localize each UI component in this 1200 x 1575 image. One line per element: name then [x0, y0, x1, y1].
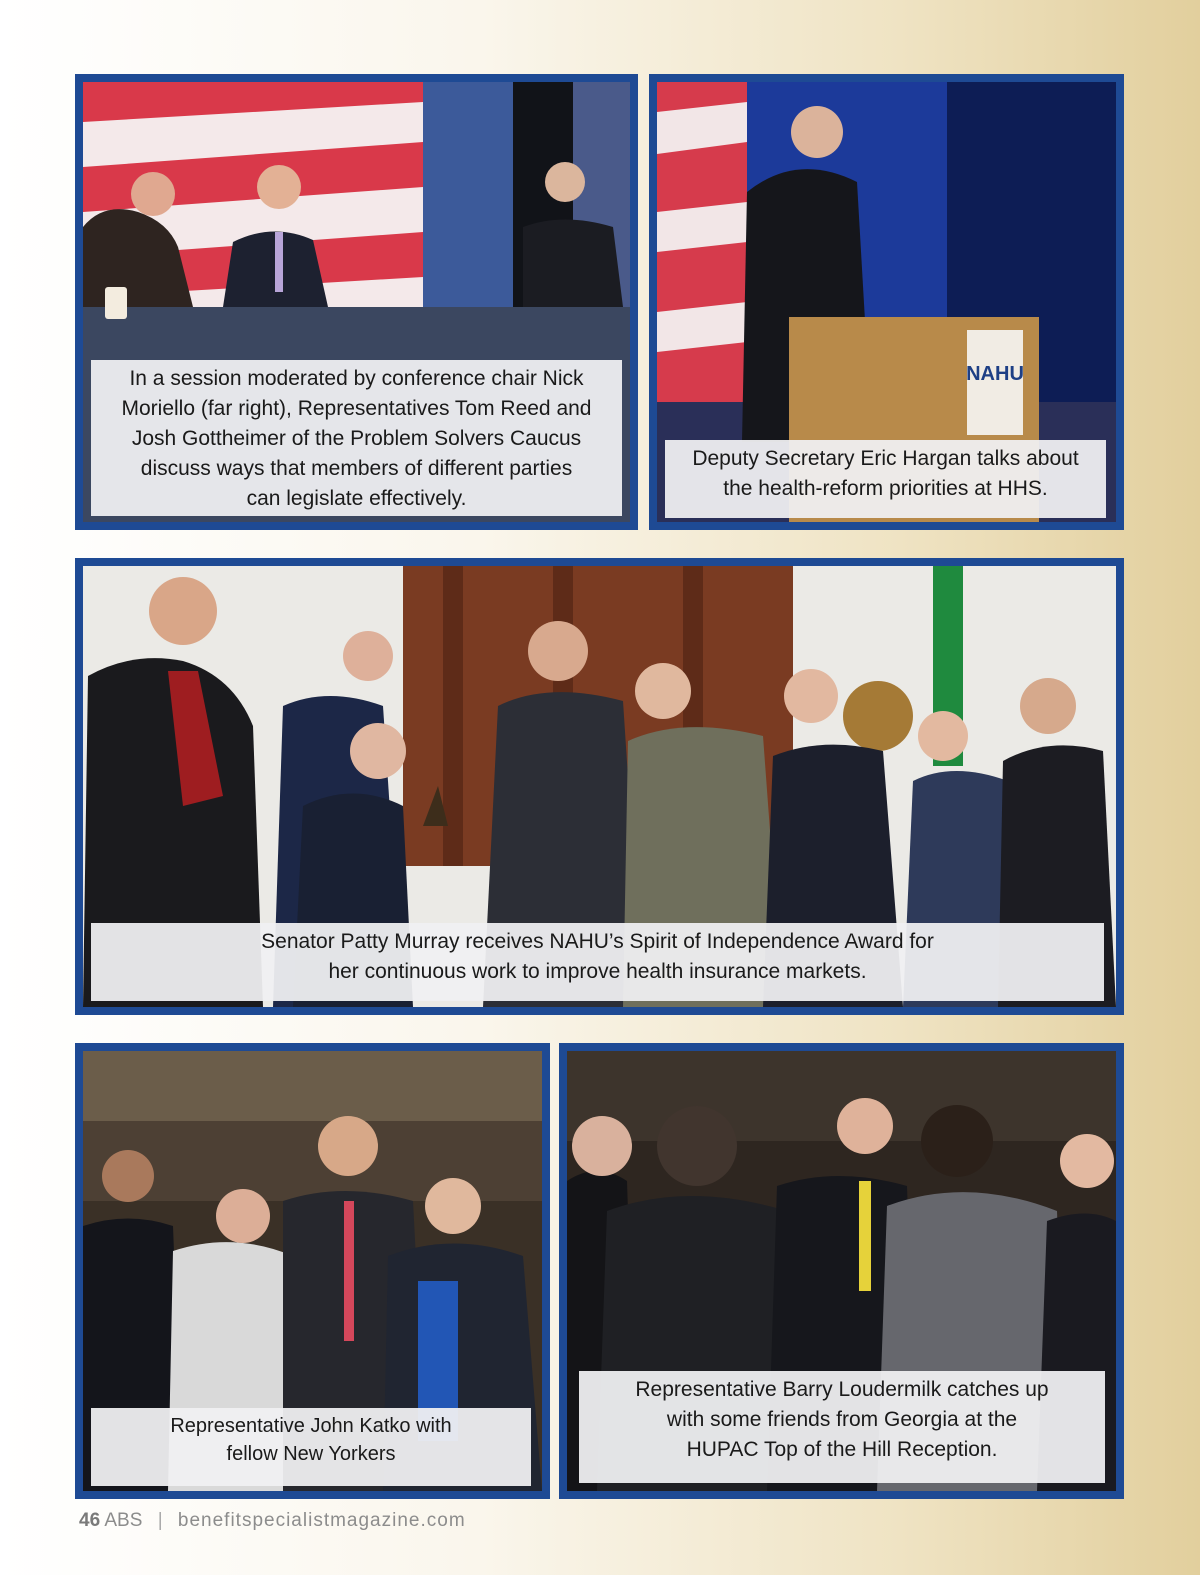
page-number: 46: [79, 1510, 101, 1531]
caption-line: fellow New Yorkers: [226, 1443, 396, 1465]
photo-caption: [91, 923, 1104, 1001]
website-link[interactable]: benefitspecialistmagazine.com: [177, 1510, 466, 1531]
caption-line: Senator Patty Murray receives NAHU’s Spirit of Independence Award for: [261, 930, 934, 953]
caption-line: with some friends from Georgia at the: [666, 1408, 1018, 1431]
caption-line: Deputy Secretary Eric Hargan talks about: [692, 447, 1079, 470]
caption-line: Moriello (far right), Representatives Tom Reed and: [121, 397, 592, 420]
page-footer: [79, 1510, 466, 1532]
caption-line: the health-reform priorities at HHS.: [723, 477, 1048, 500]
photo-katko-group: [75, 1043, 550, 1499]
caption-line: can legislate effectively.: [246, 487, 467, 510]
caption-line: Representative John Katko with: [170, 1415, 452, 1437]
caption-line: Josh Gottheimer of the Problem Solvers Caucus: [131, 427, 582, 450]
caption-line: her continuous work to improve health insurance markets.: [328, 960, 867, 983]
caption-line: HUPAC Top of the Hill Reception.: [686, 1438, 998, 1461]
caption-line: In a session moderated by conference chair Nick: [129, 367, 584, 390]
magazine-abbreviation: ABS: [104, 1510, 143, 1531]
photo-caption: [665, 440, 1106, 518]
photo-speaker-podium: [649, 74, 1124, 530]
photo-panel-discussion: [75, 74, 638, 530]
footer-separator: |: [157, 1510, 163, 1531]
podium-logo-text: NAHU: [966, 363, 1024, 385]
photo-caption: [91, 360, 622, 516]
photo-caption: [579, 1371, 1105, 1483]
photo-award-group: [75, 558, 1124, 1015]
photo-caption: [91, 1408, 531, 1486]
caption-line: Representative Barry Loudermilk catches up: [635, 1378, 1049, 1401]
caption-line: discuss ways that members of different parties: [140, 457, 573, 480]
photo-loudermilk-reception: [559, 1043, 1124, 1499]
